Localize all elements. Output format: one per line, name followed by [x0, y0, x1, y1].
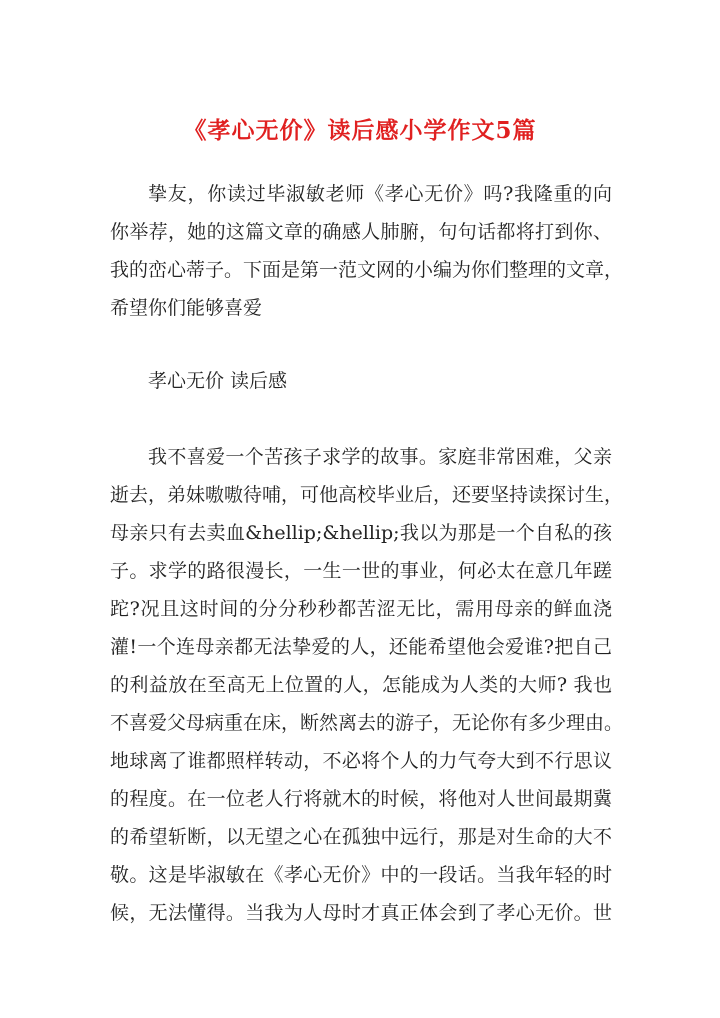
- body-line: 的程度。在一位老人行将就木的时候，将他对人世间最期冀: [110, 788, 612, 810]
- section-heading: 孝心无价 读后感: [148, 370, 288, 392]
- body-line: 的希望斩断，以无望之心在孤独中远行，那是对生命的大不: [110, 826, 612, 848]
- body-line: 候，无法懂得。当我为人母时才真正体会到了孝心无价。世: [110, 902, 612, 924]
- body-line: 地球离了谁都照样转动，不必将个人的力气夸大到不行思议: [110, 750, 612, 772]
- body-line: 跎?况且这时间的分分秒秒都苦涩无比，需用母亲的鲜血浇: [110, 598, 612, 620]
- intro-line: 希望你们能够喜爱: [110, 297, 263, 319]
- body-line: 我不喜爱一个苦孩子求学的故事。家庭非常困难，父亲: [148, 446, 612, 468]
- body-line: 子。求学的路很漫长，一生一世的事业，何必太在意几年蹉: [110, 560, 612, 582]
- body-line: 敬。这是毕淑敏在《孝心无价》中的一段话。当我年轻的时: [110, 864, 612, 886]
- intro-line: 挚友，你读过毕淑敏老师《孝心无价》吗?我隆重的向: [148, 183, 612, 205]
- document-title: 《孝心无价》读后感小学作文5篇: [183, 117, 537, 144]
- intro-line: 你举荐，她的这篇文章的确感人肺腑，句句话都将打到你、: [110, 221, 612, 243]
- body-line: 不喜爱父母病重在床，断然离去的游子，无论你有多少理由。: [110, 712, 624, 734]
- intro-line: 我的峦心蒂子。下面是第一范文网的小编为你们整理的文章，: [110, 259, 624, 281]
- body-line: 的利益放在至高无上位置的人，怎能成为人类的大师? 我也: [110, 674, 612, 696]
- body-line: 灌!一个连母亲都无法挚爱的人，还能希望他会爱谁?把自己: [110, 636, 612, 658]
- body-line: 母亲只有去卖血&hellip;&hellip;我以为那是一个自私的孩: [110, 522, 612, 544]
- body-line: 逝去，弟妹嗷嗷待哺，可他高校毕业后，还要坚持读探讨生，: [110, 484, 624, 506]
